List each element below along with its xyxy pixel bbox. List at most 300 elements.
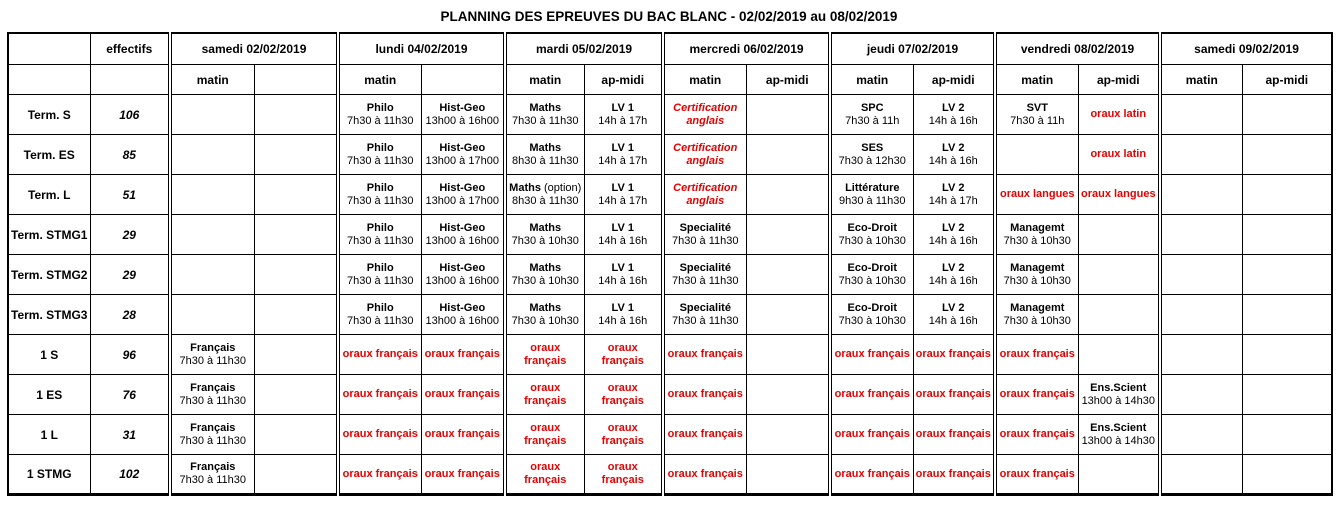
- exam-title: Managemt: [1010, 221, 1065, 234]
- session-header: ap-midi: [746, 65, 830, 95]
- exam-cell: [584, 295, 663, 335]
- day-header-jeudi: jeudi 07/02/2019: [830, 33, 995, 65]
- exam-time: 13h00 à 14h30: [1081, 434, 1155, 447]
- exam-cell: [505, 215, 584, 255]
- session-header: [254, 65, 338, 95]
- row-label: 1 S: [8, 335, 90, 375]
- exam-title: LV 2: [942, 221, 965, 234]
- exam-cell: [663, 455, 746, 495]
- exam-cell: [584, 135, 663, 175]
- exam-title: oraux français: [667, 348, 743, 360]
- exam-title: Français: [190, 461, 236, 473]
- exam-title: oraux français: [834, 388, 910, 400]
- empty-cell: [254, 135, 338, 175]
- empty-cell: [254, 255, 338, 295]
- exam-cell: [505, 255, 584, 295]
- exam-cell: [505, 375, 584, 415]
- exam-cell: [663, 175, 746, 215]
- exam-cell: [1078, 415, 1160, 455]
- row-label: Term. STMG2: [8, 255, 90, 295]
- exam-cell: [913, 215, 995, 255]
- exam-title: oraux français: [834, 428, 910, 440]
- exam-title: Philo: [366, 101, 394, 114]
- effectifs-value: 106: [90, 95, 170, 135]
- exam-cell: [913, 415, 995, 455]
- exam-cell: [584, 95, 663, 135]
- exam-cell: [505, 135, 584, 175]
- session-header: matin: [663, 65, 746, 95]
- exam-title: Ens.Scient: [1090, 421, 1147, 434]
- exam-time: 14h à 16h: [598, 234, 648, 247]
- row-label: 1 ES: [8, 375, 90, 415]
- row-label: Term. STMG3: [8, 295, 90, 335]
- exam-cell: [421, 255, 505, 295]
- exam-title: Managemt: [1010, 301, 1065, 314]
- empty-cell: [254, 215, 338, 255]
- exam-title: Hist-Geo: [439, 101, 486, 114]
- exam-cell: [913, 375, 995, 415]
- exam-cell: [338, 175, 421, 215]
- exam-title: Maths: [529, 141, 562, 154]
- exam-title: oraux français: [342, 467, 418, 480]
- exam-title: Français: [190, 341, 236, 354]
- exam-time: 7h30 à 11h: [1010, 114, 1065, 127]
- empty-cell: [1160, 215, 1242, 255]
- empty-cell: [170, 135, 254, 175]
- row-label: 1 STMG: [8, 455, 90, 495]
- exam-title: Eco-Droit: [847, 261, 898, 274]
- exam-time: 7h30 à 10h30: [511, 314, 579, 327]
- session-header: matin: [830, 65, 913, 95]
- exam-title: oraux français: [601, 421, 644, 447]
- empty-cell: [1078, 295, 1160, 335]
- session-header: ap-midi: [1078, 65, 1160, 95]
- exam-time: 13h00 à 17h00: [425, 194, 499, 207]
- exam-time: 14h à 17h: [598, 114, 648, 127]
- empty-cell: [1242, 135, 1332, 175]
- exam-cell: [830, 295, 913, 335]
- exam-title: oraux français: [424, 388, 500, 400]
- day-header-lundi: lundi 04/02/2019: [338, 33, 505, 65]
- empty-cell: [1242, 215, 1332, 255]
- exam-cell: [170, 415, 254, 455]
- empty-cell: [254, 455, 338, 495]
- exam-time: 9h30 à 11h30: [839, 194, 906, 207]
- empty-cell: [746, 175, 830, 215]
- empty-cell: [1242, 415, 1332, 455]
- exam-title: oraux français: [999, 348, 1075, 360]
- exam-cell: [663, 95, 746, 135]
- exam-time: 7h30 à 10h30: [1003, 314, 1071, 327]
- effectifs-value: 31: [90, 415, 170, 455]
- exam-title: oraux français: [342, 388, 418, 400]
- exam-title: oraux français: [667, 428, 743, 440]
- exam-cell: [913, 135, 995, 175]
- table-row: [8, 95, 1332, 135]
- exam-cell: [584, 255, 663, 295]
- exam-cell: [663, 255, 746, 295]
- table-row: [8, 175, 1332, 215]
- exam-title-suffix: (option): [540, 181, 582, 194]
- exam-cell: [338, 375, 421, 415]
- exam-cell: [338, 215, 421, 255]
- exam-cell: [421, 455, 505, 495]
- exam-title: oraux français: [424, 348, 500, 360]
- session-header: matin: [995, 65, 1078, 95]
- exam-title: oraux français: [834, 348, 910, 360]
- exam-title: oraux français: [601, 381, 644, 407]
- empty-cell: [254, 95, 338, 135]
- exam-title: Hist-Geo: [439, 221, 486, 234]
- exam-title: LV 1: [611, 221, 634, 234]
- exam-time: 13h00 à 17h00: [425, 154, 499, 167]
- exam-title: Maths: [529, 261, 562, 274]
- exam-time: 7h30 à 11h30: [347, 274, 414, 287]
- exam-cell: [421, 175, 505, 215]
- exam-cell: [995, 455, 1078, 495]
- session-header: [421, 65, 505, 95]
- exam-title: oraux français: [424, 428, 500, 440]
- empty-cell: [1242, 175, 1332, 215]
- day-header-row: [8, 33, 1332, 65]
- exam-cell: [995, 375, 1078, 415]
- exam-cell: [338, 455, 421, 495]
- exam-time: 7h30 à 11h: [845, 114, 900, 127]
- exam-title: Français: [190, 421, 236, 434]
- exam-time: 14h à 17h: [928, 194, 978, 207]
- empty-cell: [254, 415, 338, 455]
- exam-title: oraux français: [342, 428, 418, 440]
- exam-title: oraux langues: [999, 188, 1075, 200]
- empty-cell: [254, 335, 338, 375]
- exam-title: SPC: [860, 101, 884, 114]
- session-header: matin: [1160, 65, 1242, 95]
- exam-title: LV 2: [942, 301, 965, 314]
- empty-cell: [1160, 135, 1242, 175]
- empty-cell: [170, 175, 254, 215]
- exam-time: 7h30 à 11h30: [347, 194, 414, 207]
- exam-cell: [505, 335, 584, 375]
- exam-cell: [421, 415, 505, 455]
- exam-time: 14h à 16h: [928, 154, 978, 167]
- effectifs-value: 51: [90, 175, 170, 215]
- exam-cell: [663, 215, 746, 255]
- empty-cell: [746, 255, 830, 295]
- exam-cell: [995, 175, 1078, 215]
- exam-cell: [913, 175, 995, 215]
- exam-title: Eco-Droit: [847, 301, 898, 314]
- exam-title: oraux français: [999, 428, 1075, 440]
- table-row: [8, 135, 1332, 175]
- empty-cell: [1242, 95, 1332, 135]
- exam-cell: [830, 415, 913, 455]
- exam-cell: [338, 255, 421, 295]
- exam-title: Specialité: [679, 221, 731, 234]
- empty-cell: [254, 295, 338, 335]
- empty-cell: [1160, 455, 1242, 495]
- empty-cell: [1160, 375, 1242, 415]
- day-header-vendredi: vendredi 08/02/2019: [995, 33, 1160, 65]
- exam-cell: [505, 95, 584, 135]
- empty-cell: [1242, 335, 1332, 375]
- exam-cell: [663, 335, 746, 375]
- exam-time: 14h à 16h: [928, 274, 978, 287]
- exam-cell: [1078, 95, 1160, 135]
- exam-title: oraux français: [915, 428, 991, 440]
- exam-title: oraux français: [999, 467, 1075, 480]
- planning-table: [7, 32, 1333, 496]
- exam-title: LV 1: [611, 301, 634, 314]
- table-row: [8, 295, 1332, 335]
- row-label: 1 L: [8, 415, 90, 455]
- exam-title: oraux français: [999, 388, 1075, 400]
- exam-title: oraux latin: [1090, 108, 1147, 120]
- empty-cell: [1160, 255, 1242, 295]
- exam-title: Maths: [529, 221, 562, 234]
- empty-cell: [1160, 415, 1242, 455]
- exam-cell: [505, 175, 584, 215]
- exam-cell: [584, 455, 663, 495]
- exam-cell: [421, 295, 505, 335]
- empty-cell: [1078, 335, 1160, 375]
- exam-title: Hist-Geo: [439, 181, 486, 194]
- exam-title: SVT: [1026, 101, 1048, 114]
- empty-cell: [1078, 455, 1160, 495]
- exam-time: 7h30 à 10h30: [511, 274, 579, 287]
- exam-cell: [1078, 175, 1160, 215]
- exam-title: Littérature: [845, 181, 900, 194]
- exam-title: LV 1: [611, 101, 634, 114]
- exam-cell: [995, 215, 1078, 255]
- exam-cell: [584, 215, 663, 255]
- exam-cell: [584, 375, 663, 415]
- exam-time: 7h30 à 11h30: [347, 154, 414, 167]
- effectifs-value: 76: [90, 375, 170, 415]
- exam-cell: [663, 375, 746, 415]
- exam-time: 8h30 à 11h30: [512, 154, 579, 167]
- empty-cell: [170, 295, 254, 335]
- exam-title: LV 2: [942, 101, 965, 114]
- effectifs-value: 85: [90, 135, 170, 175]
- exam-cell: [663, 135, 746, 175]
- exam-time: 7h30 à 10h30: [1003, 274, 1071, 287]
- table-row: [8, 455, 1332, 495]
- exam-cell: [663, 415, 746, 455]
- exam-cell: [505, 455, 584, 495]
- exam-time: 7h30 à 10h30: [1003, 234, 1071, 247]
- exam-cell: [584, 335, 663, 375]
- empty-cell: [746, 455, 830, 495]
- table-row: [8, 215, 1332, 255]
- exam-time: 14h à 17h: [598, 194, 648, 207]
- empty-cell: [746, 295, 830, 335]
- exam-title: oraux français: [667, 467, 743, 480]
- exam-time: 7h30 à 11h30: [672, 274, 739, 287]
- session-header: ap-midi: [1242, 65, 1332, 95]
- exam-title: oraux français: [524, 381, 567, 407]
- exam-cell: [421, 135, 505, 175]
- session-header: matin: [170, 65, 254, 95]
- exam-cell: [830, 135, 913, 175]
- exam-title: Hist-Geo: [439, 141, 486, 154]
- exam-title: Philo: [366, 181, 394, 194]
- empty-cell: [746, 95, 830, 135]
- exam-title: Philo: [366, 141, 394, 154]
- exam-time: 7h30 à 11h30: [347, 234, 414, 247]
- table-row: [8, 335, 1332, 375]
- session-header: matin: [338, 65, 421, 95]
- exam-title: Hist-Geo: [439, 301, 486, 314]
- table-row: [8, 255, 1332, 295]
- empty-cell: [1160, 335, 1242, 375]
- exam-time: 8h30 à 11h30: [512, 194, 579, 207]
- exam-time: 7h30 à 11h30: [179, 394, 246, 407]
- empty-cell: [746, 415, 830, 455]
- exam-cell: [995, 415, 1078, 455]
- row-label: Term. S: [8, 95, 90, 135]
- empty-cell: [1242, 255, 1332, 295]
- exam-cell: [421, 375, 505, 415]
- exam-cell: [830, 95, 913, 135]
- effectifs-value: 28: [90, 295, 170, 335]
- effectifs-value: 29: [90, 255, 170, 295]
- exam-cell: [338, 295, 421, 335]
- empty-cell: [1242, 455, 1332, 495]
- exam-title: oraux français: [667, 388, 743, 400]
- empty-cell: [1160, 95, 1242, 135]
- exam-time: 7h30 à 10h30: [838, 274, 906, 287]
- session-header: ap-midi: [584, 65, 663, 95]
- empty-cell: [1160, 295, 1242, 335]
- exam-title: LV 1: [611, 141, 634, 154]
- empty-cell: [1242, 375, 1332, 415]
- exam-cell: [421, 335, 505, 375]
- exam-title: Maths (option): [509, 181, 582, 194]
- exam-time: 14h à 16h: [598, 274, 648, 287]
- empty-cell: [170, 95, 254, 135]
- exam-cell: [1078, 375, 1160, 415]
- exam-title: Français: [190, 381, 236, 394]
- exam-time: 7h30 à 10h30: [511, 234, 579, 247]
- exam-title: Hist-Geo: [439, 261, 486, 274]
- exam-title: Certification anglais: [673, 101, 738, 127]
- row-label: Term. L: [8, 175, 90, 215]
- exam-title: oraux français: [915, 348, 991, 360]
- day-header-mercredi: mercredi 06/02/2019: [663, 33, 830, 65]
- row-label: Term. STMG1: [8, 215, 90, 255]
- corner-cell: [8, 33, 90, 65]
- exam-cell: [830, 215, 913, 255]
- exam-time: 14h à 17h: [598, 154, 648, 167]
- exam-title: Maths: [529, 101, 562, 114]
- page-title: PLANNING DES EPREUVES DU BAC BLANC - 02/02/2019 au 08/02/2019: [440, 9, 898, 24]
- exam-cell: [421, 215, 505, 255]
- exam-title: oraux français: [601, 341, 644, 367]
- session-header: ap-midi: [913, 65, 995, 95]
- exam-title: Specialité: [679, 301, 731, 314]
- exam-title: oraux français: [424, 467, 500, 480]
- exam-time: 13h00 à 14h30: [1081, 394, 1155, 407]
- empty-cell: [1242, 295, 1332, 335]
- table-row: [8, 375, 1332, 415]
- empty-cell: [1160, 175, 1242, 215]
- exam-title: oraux français: [601, 461, 644, 486]
- exam-time: 13h00 à 16h00: [425, 314, 499, 327]
- exam-cell: [830, 375, 913, 415]
- empty-cell: [746, 215, 830, 255]
- blank-cell: [8, 65, 90, 95]
- exam-cell: [505, 415, 584, 455]
- exam-title: oraux français: [524, 421, 567, 447]
- exam-time: 7h30 à 11h30: [179, 354, 246, 367]
- exam-cell: [995, 295, 1078, 335]
- exam-cell: [913, 295, 995, 335]
- exam-time: 14h à 16h: [928, 114, 978, 127]
- exam-time: 14h à 16h: [928, 234, 978, 247]
- exam-cell: [170, 375, 254, 415]
- exam-time: 13h00 à 16h00: [425, 114, 499, 127]
- exam-title: Philo: [366, 261, 394, 274]
- exam-time: 7h30 à 11h30: [672, 234, 739, 247]
- exam-time: 7h30 à 11h30: [672, 314, 739, 327]
- exam-cell: [338, 335, 421, 375]
- exam-time: 7h30 à 10h30: [838, 314, 906, 327]
- exam-cell: [913, 335, 995, 375]
- exam-title: oraux français: [342, 348, 418, 360]
- empty-cell: [254, 375, 338, 415]
- exam-title: oraux français: [915, 388, 991, 400]
- exam-title: oraux français: [915, 467, 991, 480]
- empty-cell: [1078, 215, 1160, 255]
- exam-cell: [913, 95, 995, 135]
- table-row: [8, 415, 1332, 455]
- day-header-samedi-09: samedi 09/02/2019: [1160, 33, 1332, 65]
- exam-title: Managemt: [1010, 261, 1065, 274]
- exam-cell: [995, 95, 1078, 135]
- empty-cell: [746, 135, 830, 175]
- exam-time: 7h30 à 11h30: [512, 114, 579, 127]
- day-header-samedi-02: samedi 02/02/2019: [170, 33, 338, 65]
- exam-cell: [995, 335, 1078, 375]
- exam-cell: [505, 295, 584, 335]
- exam-cell: [170, 455, 254, 495]
- effectifs-header: effectifs: [90, 33, 170, 65]
- blank-cell: [90, 65, 170, 95]
- exam-title: Philo: [366, 221, 394, 234]
- exam-title: Maths: [529, 301, 562, 314]
- exam-title: LV 2: [942, 181, 965, 194]
- exam-cell: [170, 335, 254, 375]
- table-body: [8, 95, 1332, 495]
- empty-cell: [746, 375, 830, 415]
- exam-cell: [830, 175, 913, 215]
- exam-title: SES: [861, 141, 884, 154]
- exam-cell: [830, 335, 913, 375]
- exam-time: 7h30 à 11h30: [347, 314, 414, 327]
- empty-cell: [746, 335, 830, 375]
- exam-title: Eco-Droit: [847, 221, 898, 234]
- exam-title: LV 1: [611, 181, 634, 194]
- empty-cell: [995, 135, 1078, 175]
- exam-title: Specialité: [679, 261, 731, 274]
- exam-cell: [1078, 135, 1160, 175]
- exam-cell: [913, 455, 995, 495]
- exam-time: 7h30 à 11h30: [347, 114, 414, 127]
- exam-title: oraux français: [834, 467, 910, 480]
- exam-cell: [584, 415, 663, 455]
- exam-cell: [338, 415, 421, 455]
- exam-cell: [995, 255, 1078, 295]
